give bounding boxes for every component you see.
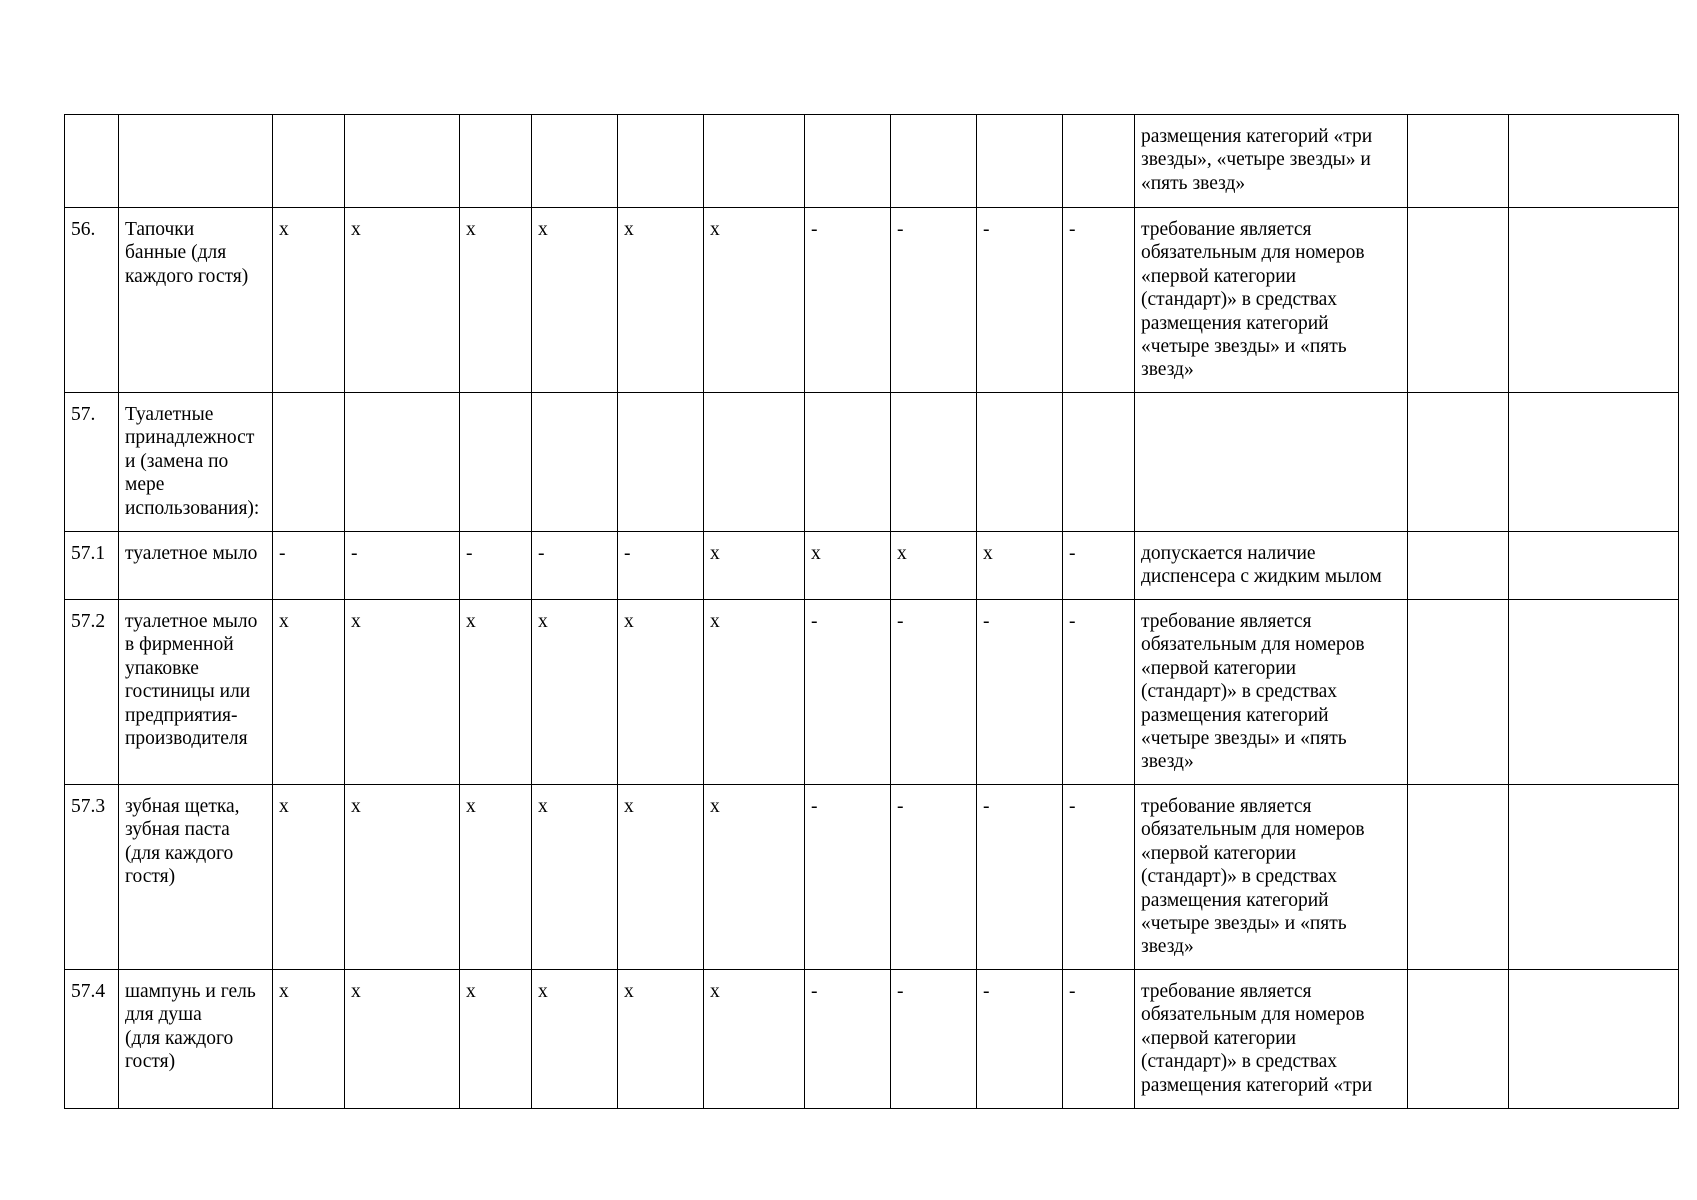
note-cell: требование является обязательным для номеров «первой категории (стандарт)» в средствах размещения категорий «четыре звезды» и «пять звезд» — [1135, 600, 1408, 785]
category-mark: - — [618, 532, 704, 600]
note-cell: требование является обязательным для номеров «первой категории (стандарт)» в средствах размещения категорий «три — [1135, 970, 1408, 1109]
row-number: 57.2 — [65, 600, 119, 785]
extra-cell — [1408, 600, 1509, 785]
category-mark — [704, 393, 805, 532]
category-mark: - — [891, 600, 977, 785]
category-mark: x — [704, 600, 805, 785]
extra-cell — [1408, 208, 1509, 393]
category-mark: x — [273, 970, 345, 1109]
category-mark: - — [345, 532, 460, 600]
category-mark: x — [704, 208, 805, 393]
category-mark: x — [618, 208, 704, 393]
category-mark: x — [532, 600, 618, 785]
item-name — [119, 115, 273, 208]
category-mark — [1063, 393, 1135, 532]
category-mark: x — [345, 600, 460, 785]
extra-cell — [1509, 115, 1679, 208]
category-mark: - — [1063, 785, 1135, 970]
category-mark: - — [977, 208, 1063, 393]
table-row — [65, 785, 1679, 970]
category-mark: - — [805, 970, 891, 1109]
category-mark — [460, 115, 532, 208]
category-mark: x — [618, 785, 704, 970]
row-number — [65, 115, 119, 208]
category-mark — [891, 393, 977, 532]
category-mark: x — [273, 600, 345, 785]
category-mark: - — [460, 532, 532, 600]
extra-cell — [1509, 970, 1679, 1109]
category-mark — [345, 115, 460, 208]
category-mark: x — [345, 970, 460, 1109]
category-mark: x — [273, 785, 345, 970]
category-mark — [1063, 115, 1135, 208]
category-mark — [273, 115, 345, 208]
note-cell: размещения категорий «три звезды», «четыре звезды» и «пять звезд» — [1135, 115, 1408, 208]
category-mark — [977, 115, 1063, 208]
category-mark: - — [805, 208, 891, 393]
extra-cell — [1509, 393, 1679, 532]
table-row — [65, 970, 1679, 1109]
category-mark: - — [805, 785, 891, 970]
category-mark: x — [618, 600, 704, 785]
extra-cell — [1408, 532, 1509, 600]
category-mark — [805, 115, 891, 208]
item-name: шампунь и гель для душа (для каждого гостя) — [119, 970, 273, 1109]
extra-cell — [1408, 785, 1509, 970]
category-mark: - — [1063, 970, 1135, 1109]
category-mark: - — [891, 208, 977, 393]
extra-cell — [1408, 115, 1509, 208]
extra-cell — [1509, 600, 1679, 785]
category-mark: x — [273, 208, 345, 393]
category-mark: x — [460, 970, 532, 1109]
category-mark — [345, 393, 460, 532]
category-mark — [273, 393, 345, 532]
note-cell: требование является обязательным для номеров «первой категории (стандарт)» в средствах размещения категорий «четыре звезды» и «пять звезд» — [1135, 785, 1408, 970]
category-mark: x — [532, 970, 618, 1109]
category-mark: x — [977, 532, 1063, 600]
extra-cell — [1408, 970, 1509, 1109]
category-mark: x — [618, 970, 704, 1109]
category-mark: - — [977, 785, 1063, 970]
category-mark: - — [273, 532, 345, 600]
extra-cell — [1509, 785, 1679, 970]
item-name: туалетное мыло — [119, 532, 273, 600]
table-row — [65, 115, 1679, 208]
item-name: туалетное мыло в фирменной упаковке гостиницы или предприятия- производителя — [119, 600, 273, 785]
table-row — [65, 393, 1679, 532]
category-mark — [891, 115, 977, 208]
category-mark: x — [532, 785, 618, 970]
category-mark: - — [891, 785, 977, 970]
category-mark: x — [704, 532, 805, 600]
category-mark: x — [345, 785, 460, 970]
category-mark — [805, 393, 891, 532]
row-number: 57.1 — [65, 532, 119, 600]
category-mark: x — [704, 785, 805, 970]
item-name: Тапочки банные (для каждого гостя) — [119, 208, 273, 393]
category-mark — [618, 393, 704, 532]
table-row — [65, 208, 1679, 393]
row-number: 57. — [65, 393, 119, 532]
requirements-table — [64, 114, 1679, 1109]
row-number: 56. — [65, 208, 119, 393]
table-row — [65, 532, 1679, 600]
note-cell: требование является обязательным для номеров «первой категории (стандарт)» в средствах размещения категорий «четыре звезды» и «пять звезд» — [1135, 208, 1408, 393]
category-mark: x — [460, 785, 532, 970]
table-row — [65, 600, 1679, 785]
category-mark: x — [532, 208, 618, 393]
row-number: 57.3 — [65, 785, 119, 970]
category-mark: - — [1063, 600, 1135, 785]
category-mark — [704, 115, 805, 208]
category-mark: x — [704, 970, 805, 1109]
category-mark: - — [1063, 532, 1135, 600]
category-mark: x — [891, 532, 977, 600]
category-mark: - — [891, 970, 977, 1109]
category-mark — [532, 115, 618, 208]
category-mark: - — [1063, 208, 1135, 393]
category-mark — [618, 115, 704, 208]
category-mark — [532, 393, 618, 532]
category-mark — [460, 393, 532, 532]
extra-cell — [1509, 208, 1679, 393]
category-mark: - — [532, 532, 618, 600]
category-mark: x — [345, 208, 460, 393]
item-name: зубная щетка, зубная паста (для каждого гостя) — [119, 785, 273, 970]
note-cell — [1135, 393, 1408, 532]
category-mark — [977, 393, 1063, 532]
category-mark: x — [460, 208, 532, 393]
item-name: Туалетные принадлежност и (замена по мере использования): — [119, 393, 273, 532]
note-cell: допускается наличие диспенсера с жидким мылом — [1135, 532, 1408, 600]
row-number: 57.4 — [65, 970, 119, 1109]
extra-cell — [1509, 532, 1679, 600]
category-mark: - — [805, 600, 891, 785]
category-mark: x — [805, 532, 891, 600]
category-mark: x — [460, 600, 532, 785]
extra-cell — [1408, 393, 1509, 532]
category-mark: - — [977, 600, 1063, 785]
category-mark: - — [977, 970, 1063, 1109]
